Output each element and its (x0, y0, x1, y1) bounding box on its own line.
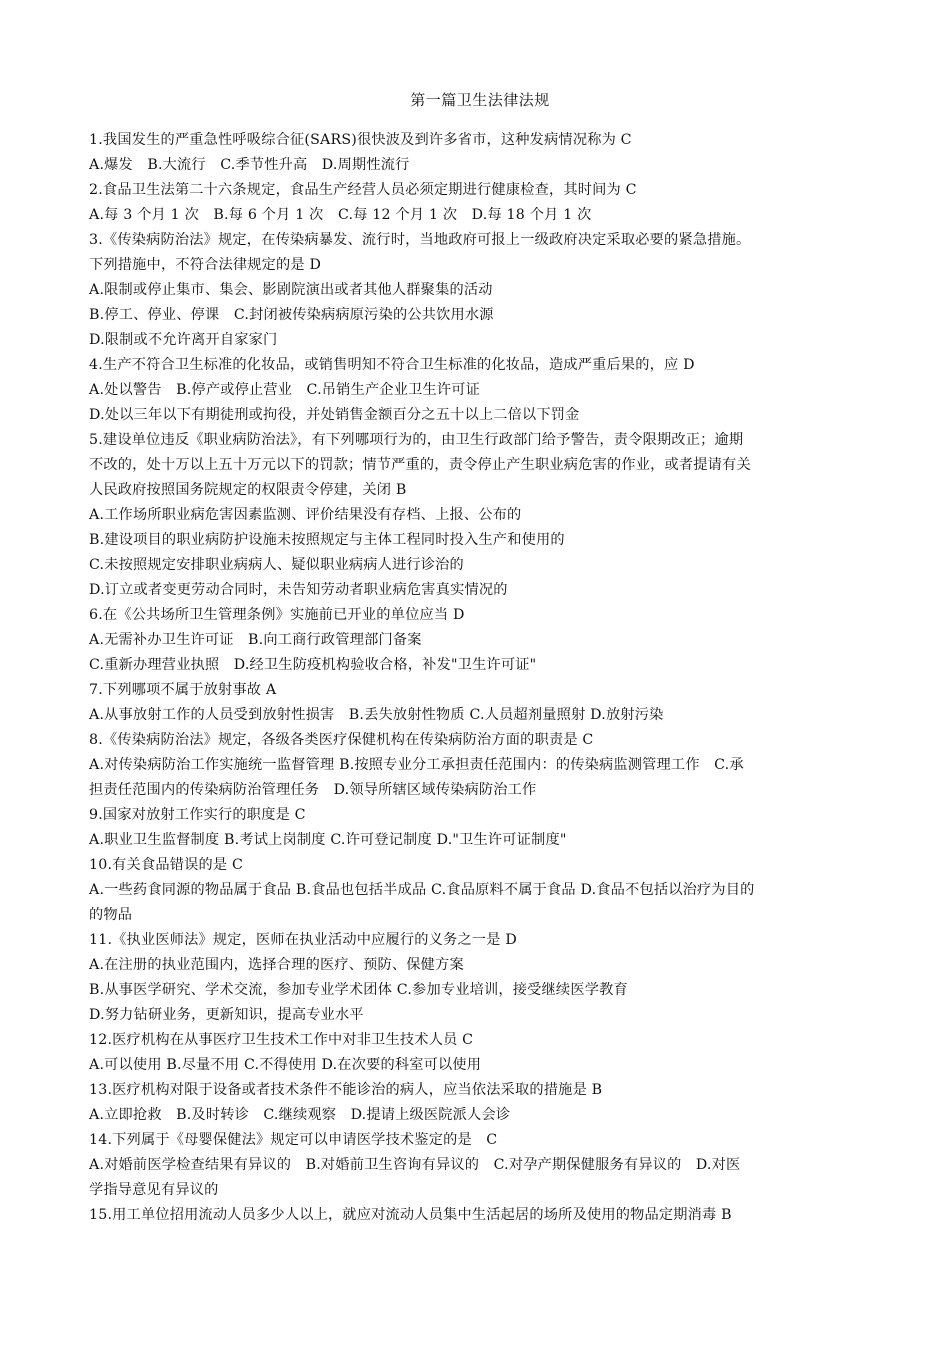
text-line: 10.有关食品错误的是 C (89, 857, 244, 873)
text-line: A.对传染病防治工作实施统一监督管理 B.按照专业分工承担责任范围内：的传染病监测管理工作 C.承 (89, 757, 744, 773)
text-line: 14.下列属于《母婴保健法》规定可以申请医学技术鉴定的是 C (89, 1132, 498, 1148)
text-line: A.从事放射工作的人员受到放射性损害 B.丢失放射性物质 C.人员超剂量照射 D.放射污染 (89, 707, 664, 723)
text-line: 8.《传染病防治法》规定，各级各类医疗保健机构在传染病防治方面的职责是 C (89, 732, 594, 748)
text-line: D.处以三年以下有期徒刑或拘役，并处销售金额百分之五十以上二倍以下罚金 (89, 407, 580, 423)
text-line: 11.《执业医师法》规定，医师在执业活动中应履行的义务之一是 D (89, 932, 517, 948)
text-line: 5.建设单位违反《职业病防治法》，有下列哪项行为的，由卫生行政部门给予警告，责令限期改正；逾期 (89, 432, 744, 448)
text-line: A.无需补办卫生许可证 B.向工商行政管理部门备案 (89, 632, 422, 648)
text-line: 2.食品卫生法第二十六条规定，食品生产经营人员必须定期进行健康检查，其时间为 C (89, 182, 637, 198)
text-line: 1.我国发生的严重急性呼吸综合征(SARS)很快波及到许多省市，这种发病情况称为 C (89, 132, 632, 148)
text-line: 4.生产不符合卫生标准的化妆品，或销售明知不符合卫生标准的化妆品，造成严重后果的，应 D (89, 357, 695, 373)
text-line: 13.医疗机构对限于设备或者技术条件不能诊治的病人，应当依法采取的措施是 B (89, 1082, 603, 1098)
text-line: 9.国家对放射工作实行的职度是 C (89, 807, 306, 823)
text-line: A.对婚前医学检查结果有异议的 B.对婚前卫生咨询有异议的 C.对孕产期保健服务有异议的 D.对医 (89, 1157, 741, 1173)
text-line: 学指导意见有异议的 (89, 1182, 219, 1198)
text-line: 7.下列哪项不属于放射事故 A (89, 682, 277, 698)
text-line: D.努力钻研业务，更新知识，提高专业水平 (89, 1007, 364, 1023)
text-line: C.重新办理营业执照 D.经卫生防疫机构验收合格，补发"卫生许可证" (89, 657, 537, 673)
text-line: A.处以警告 B.停产或停止营业 C.吊销生产企业卫生许可证 (89, 382, 481, 398)
text-line: 3.《传染病防治法》规定，在传染病暴发、流行时，当地政府可报上一级政府决定采取必要的紧急措施。 (89, 232, 751, 248)
text-line: B.停工、停业、停课 C.封闭被传染病病原污染的公共饮用水源 (89, 307, 494, 323)
text-line: A.爆发 B.大流行 C.季节性升高 D.周期性流行 (89, 157, 410, 173)
document-body (89, 128, 871, 1228)
text-line: A.限制或停止集市、集会、影剧院演出或者其他人群聚集的活动 (89, 282, 493, 298)
text-line: 15.用工单位招用流动人员多少人以上，就应对流动人员集中生活起居的场所及使用的物品定期消毒 B (89, 1207, 732, 1223)
document-title: 第一篇卫生法律法规 (410, 91, 550, 109)
text-line: 下列措施中，不符合法律规定的是 D (89, 257, 322, 273)
text-line: A.每 3 个月 1 次 B.每 6 个月 1 次 C.每 12 个月 1 次 D.每 18 个月 1 次 (89, 207, 592, 223)
text-line: A.在注册的执业范围内，选择合理的医疗、预防、保健方案 (89, 957, 464, 973)
text-line: 人民政府按照国务院规定的权限责令停建，关闭 B (89, 482, 407, 498)
text-line: C.未按照规定安排职业病病人、疑似职业病病人进行诊治的 (89, 557, 464, 573)
text-line: 的物品 (89, 907, 133, 923)
text-line: 担责任范围内的传染病防治管理任务 D.领导所辖区域传染病防治工作 (89, 782, 537, 798)
text-line: D.订立或者变更劳动合同时，未告知劳动者职业病危害真实情况的 (89, 582, 508, 598)
text-line: D.限制或不允许离开自家家门 (89, 332, 278, 348)
text-line: 12.医疗机构在从事医疗卫生技术工作中对非卫生技术人员 C (89, 1032, 474, 1048)
text-line: A.职业卫生监督制度 B.考试上岗制度 C.许可登记制度 D."卫生许可证制度" (89, 832, 567, 848)
text-line: A.可以使用 B.尽量不用 C.不得使用 D.在次要的科室可以使用 (89, 1057, 482, 1073)
text-line: 不改的，处十万以上五十万元以下的罚款；情节严重的，责令停止产生职业病危害的作业，或者提请有关 (89, 457, 751, 473)
text-line: B.从事医学研究、学术交流，参加专业学术团体 C.参加专业培训，接受继续医学教育 (89, 982, 628, 998)
text-line: A.立即抢救 B.及时转诊 C.继续观察 D.提请上级医院派人会诊 (89, 1107, 511, 1123)
text-line: A.工作场所职业病危害因素监测、评价结果没有存档、上报、公布的 (89, 507, 522, 523)
text-line: 6.在《公共场所卫生管理条例》实施前已开业的单位应当 D (89, 607, 465, 623)
text-line: B.建设项目的职业病防护设施未按照规定与主体工程同时投入生产和使用的 (89, 532, 565, 548)
document-page (89, 88, 871, 1228)
text-line: A.一些药食同源的物品属于食品 B.食品也包括半成品 C.食品原料不属于食品 D.食品不包括以治疗为目的 (89, 882, 755, 898)
